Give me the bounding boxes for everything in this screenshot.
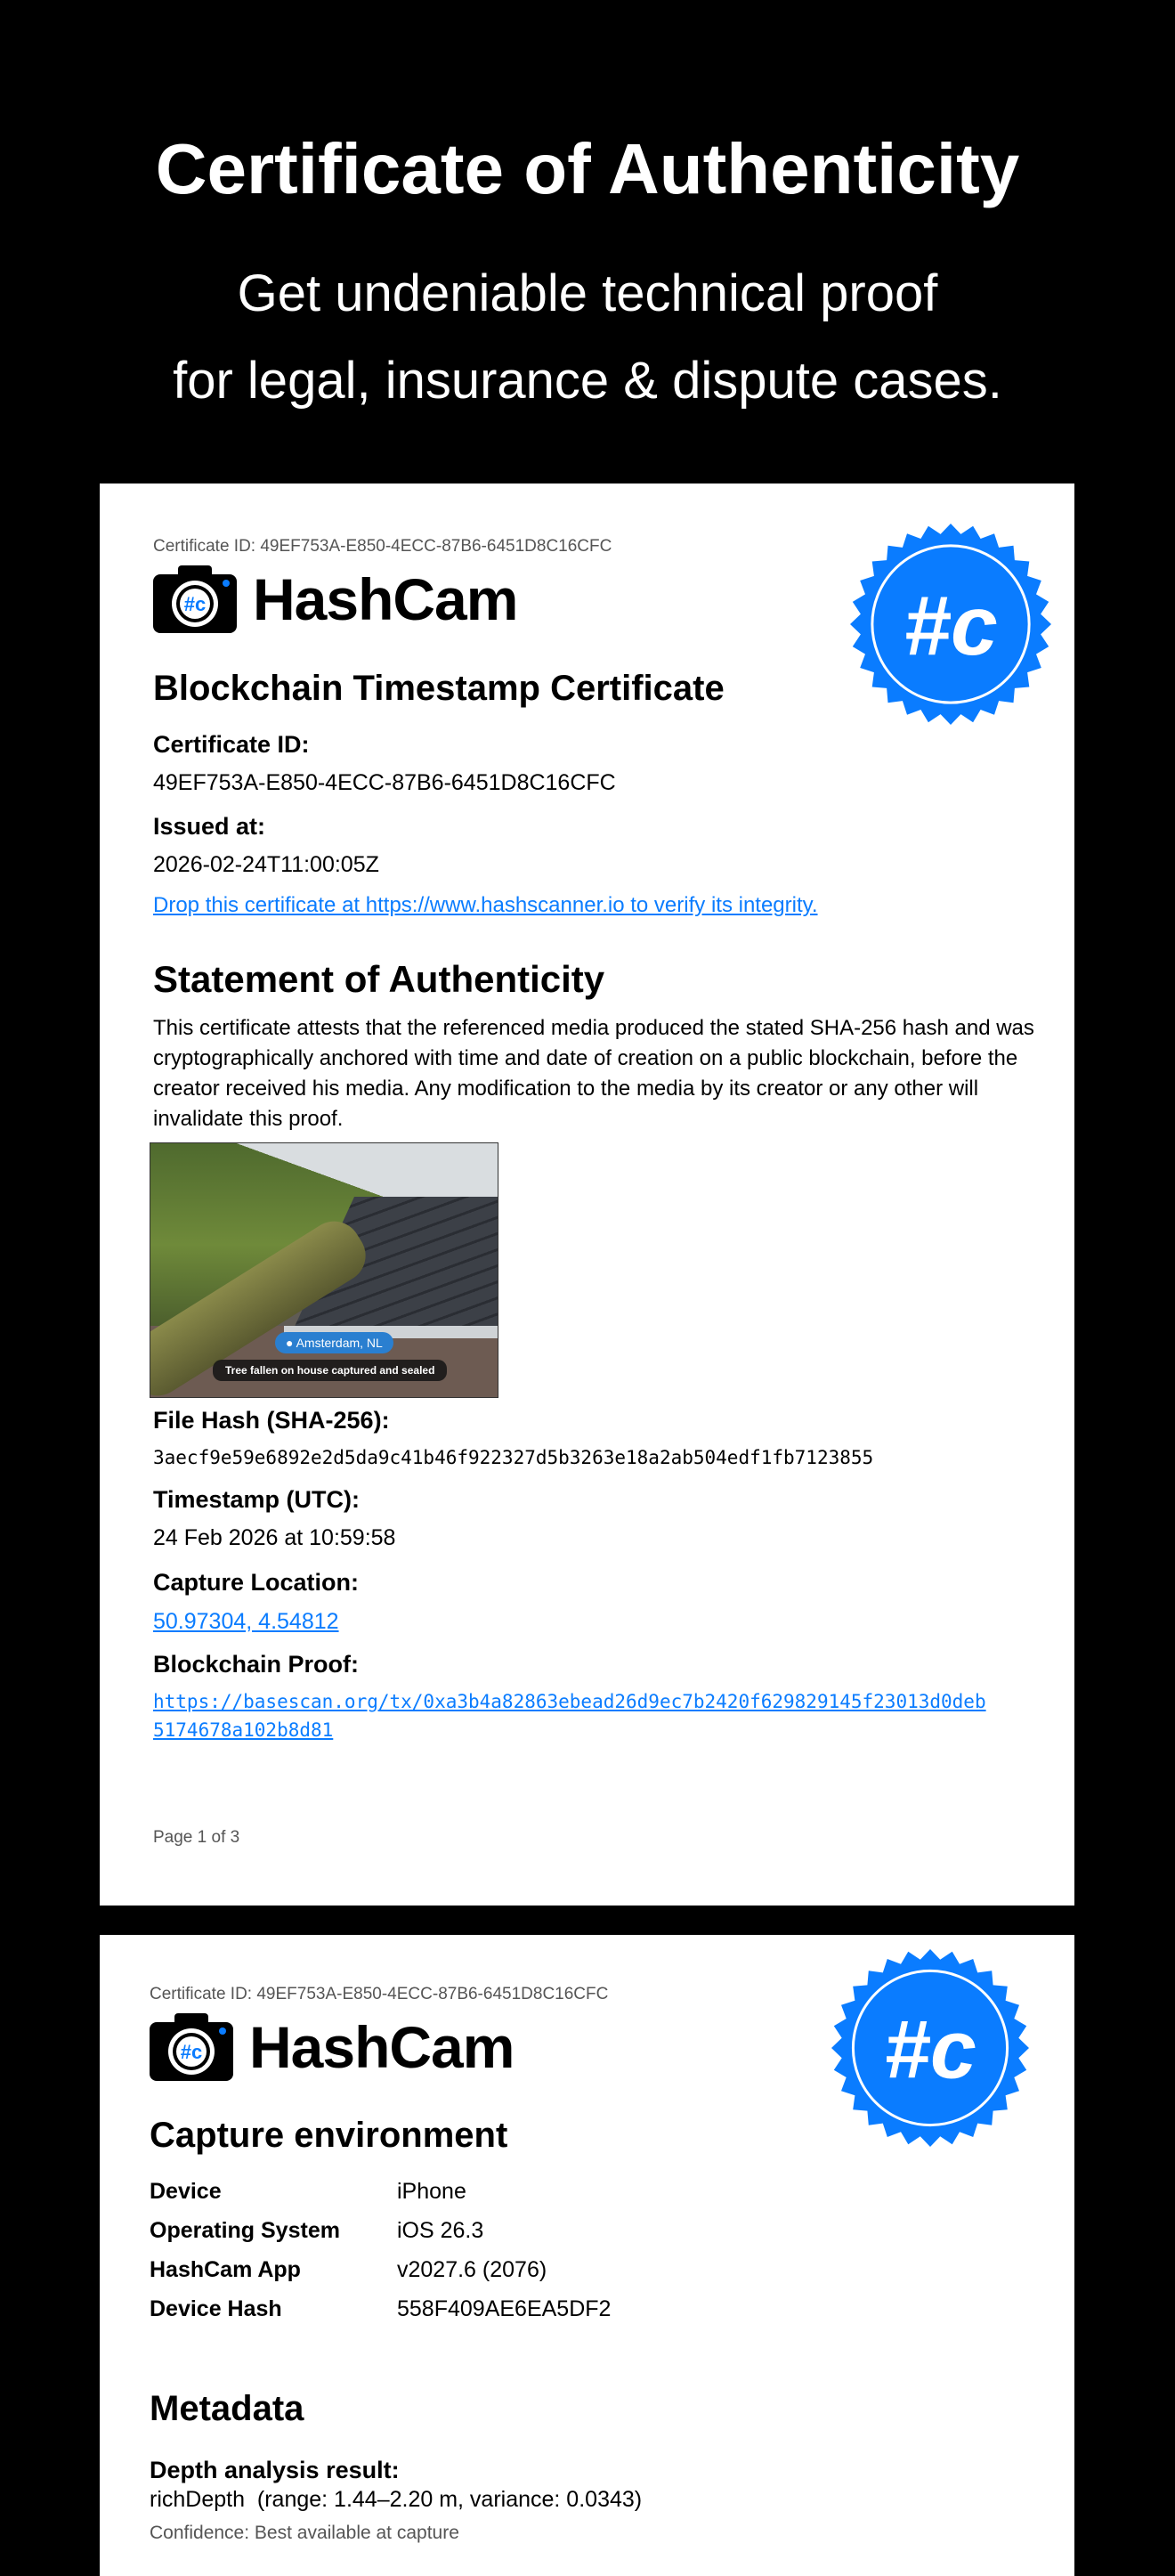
env-value: v2027.6 (2076) — [397, 2257, 547, 2282]
hero-subtitle-line1: Get undeniable technical proof — [237, 264, 938, 322]
hashcam-seal-badge-icon — [850, 524, 1051, 725]
env-key: Device — [150, 2179, 222, 2204]
location-link[interactable]: 50.97304, 4.54812 — [153, 1609, 339, 1634]
hashcam-seal-badge-icon — [831, 1949, 1029, 2147]
statement-title: Statement of Authenticity — [153, 958, 605, 1000]
cert-id-label: Certificate ID: — [153, 731, 310, 758]
cert-id-value: 49EF753A-E850-4ECC-87B6-6451D8C16CFC — [153, 770, 616, 795]
certificate-page-2 — [100, 1935, 1074, 2576]
location-tag-text: Amsterdam, NL — [296, 1336, 383, 1350]
env-value: iOS 26.3 — [397, 2218, 484, 2243]
verify-link[interactable]: Drop this certificate at https://www.hashscanner.io to verify its integrity. — [153, 893, 818, 917]
environment-table — [150, 2179, 611, 2336]
hashcam-logo — [153, 565, 517, 633]
location-pin-icon: ● — [286, 1336, 296, 1350]
page-number: Page 1 of 3 — [153, 1828, 240, 1847]
timestamp-label: Timestamp (UTC): — [153, 1486, 361, 1513]
proof-link-line1[interactable]: https://basescan.org/tx/0xa3b4a82863ebead26d9ec7b2420f629829145f23013d0deb — [153, 1691, 986, 1712]
proof-link-line2[interactable]: 5174678a102b8d81 — [153, 1719, 334, 1741]
certificate-id-header: Certificate ID: 49EF753A-E850-4ECC-87B6-6451D8C16CFC — [150, 1985, 609, 2003]
issued-label: Issued at: — [153, 813, 266, 840]
captured-photo — [150, 1142, 498, 1398]
issued-value: 2026-02-24T11:00:05Z — [153, 852, 379, 877]
location-tag — [275, 1332, 393, 1353]
brand-name: HashCam — [249, 2014, 515, 2080]
hash-label: File Hash (SHA-256): — [153, 1407, 390, 1434]
metadata-title: Metadata — [150, 2389, 304, 2428]
env-value: 558F409AE6EA5DF2 — [397, 2296, 612, 2321]
hash-value: 3aecf9e59e6892e2d5da9c41b46f922327d5b3263e18a2ab504edf1fb7123855 — [153, 1447, 874, 1468]
proof-label: Blockchain Proof: — [153, 1651, 360, 1678]
badge-hash-c-glyph: #c — [904, 578, 998, 673]
hero-subtitle-line2: for legal, insurance & dispute cases. — [173, 352, 1002, 410]
env-value: iPhone — [397, 2179, 466, 2204]
svg-text:#c: #c — [183, 593, 207, 615]
certificate-title: Blockchain Timestamp Certificate — [153, 669, 725, 708]
capture-environment-title: Capture environment — [150, 2116, 508, 2155]
env-key: Device Hash — [150, 2296, 282, 2321]
env-row-device-hash — [150, 2296, 611, 2336]
brand-name: HashCam — [253, 566, 518, 632]
location-label: Capture Location: — [153, 1569, 360, 1596]
certificate-page-1 — [100, 484, 1074, 1906]
depth-label: Depth analysis result: — [150, 2457, 400, 2483]
hero-title: Certificate of Authenticity — [155, 129, 1020, 208]
certificate-id-header: Certificate ID: 49EF753A-E850-4ECC-87B6-6451D8C16CFC — [153, 537, 612, 556]
env-row-os — [150, 2218, 611, 2257]
camera-logo-icon — [153, 565, 237, 633]
env-row-app — [150, 2257, 611, 2296]
badge-hash-c-glyph: #c — [884, 2003, 976, 2096]
confidence-text: Confidence: Best available at capture — [150, 2523, 459, 2543]
photo-caption: Tree fallen on house captured and sealed — [213, 1360, 447, 1381]
timestamp-value: 24 Feb 2026 at 10:59:58 — [153, 1525, 396, 1550]
statement-text: This certificate attests that the referenced media produced the stated SHA-256 hash and was cryptographically anchored with time and date of creation on a public blockchain, before the creator received his media. Any modification to the media by its creator or any other will invalidate this proof. — [153, 1016, 1034, 1131]
svg-text:#c: #c — [180, 2041, 203, 2063]
env-key: Operating System — [150, 2218, 340, 2243]
depth-value: richDepth (range: 1.44–2.20 m, variance: 0.0343) — [150, 2487, 643, 2512]
camera-logo-icon — [150, 2013, 233, 2081]
env-key: HashCam App — [150, 2257, 301, 2282]
env-row-device — [150, 2179, 611, 2218]
hashcam-logo — [150, 2013, 514, 2081]
